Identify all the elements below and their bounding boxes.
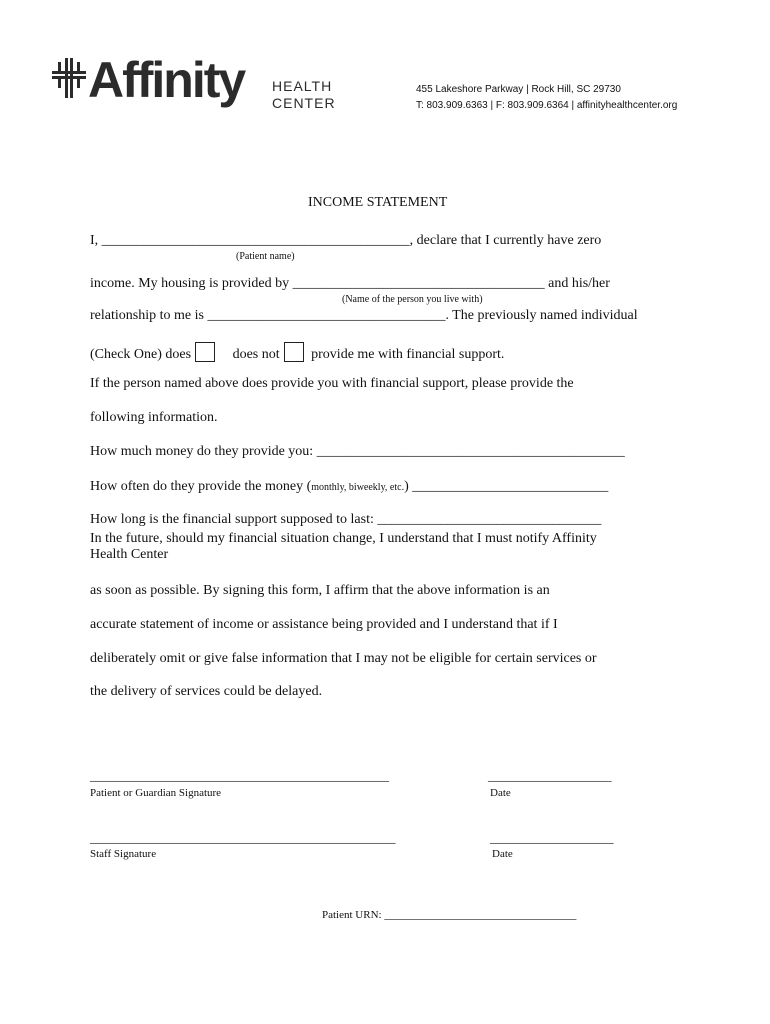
check-one-label: (Check One) does [90, 347, 192, 362]
how-often-line [90, 479, 608, 495]
affinity-cross-logo-icon [52, 58, 86, 98]
declaration-prefix: I, [90, 233, 102, 248]
patient-name-field[interactable]: ____________________________________________ [101, 233, 410, 248]
declaration-line [90, 233, 601, 249]
how-often-field[interactable]: ____________________________ [412, 479, 609, 494]
declaration-suffix: , declare that I currently have zero [409, 233, 602, 248]
header-address: 455 Lakeshore Parkway | Rock Hill, SC 29730 [416, 84, 621, 95]
patient-name-caption: (Patient name) [236, 251, 295, 262]
patient-urn-line [322, 907, 576, 922]
how-long-field[interactable]: ________________________________ [377, 512, 602, 527]
how-much-label: How much money do they provide you: [90, 444, 317, 459]
patient-urn-field[interactable]: ________________________________ [384, 907, 577, 921]
housing-suffix: and his/her [544, 276, 610, 291]
patient-date-field[interactable]: ___________________ [488, 768, 612, 783]
paragraph-3-line-1: In the future, should my financial situation change, I understand that I must notify Affinity [90, 531, 597, 546]
how-much-line [90, 444, 625, 460]
does-checkbox[interactable] [195, 342, 215, 362]
staff-date-field[interactable]: ___________________ [490, 830, 614, 845]
relationship-prefix: relationship to me is [90, 308, 208, 323]
page-title: INCOME STATEMENT [308, 195, 448, 210]
paragraph-4-line-4: the delivery of services could be delayed. [90, 684, 323, 699]
paragraph-2-line-2: following information. [90, 410, 218, 425]
housing-line [90, 276, 610, 292]
paragraph-4-line-1: as soon as possible. By signing this form, I affirm that the above information is an [90, 583, 550, 598]
support-check-line [90, 342, 504, 363]
how-often-close: ) [404, 479, 413, 494]
how-often-hint: monthly, biweekly, etc. [311, 482, 405, 493]
logo-wordmark: Affinity [88, 52, 245, 108]
staff-signature-label: Staff Signature [90, 848, 157, 860]
relationship-line [90, 308, 638, 324]
how-often-label: How often do they provide the money ( [90, 479, 312, 494]
how-much-field[interactable]: ____________________________________________ [316, 444, 625, 459]
logo-sub-health: HEALTH [272, 78, 333, 94]
housing-provider-field[interactable]: ____________________________________ [292, 276, 545, 291]
patient-urn-label: Patient URN: [322, 909, 385, 921]
patient-signature-label: Patient or Guardian Signature [90, 787, 222, 799]
logo-sub-center: CENTER [272, 95, 336, 111]
paragraph-4-line-2: accurate statement of income or assistance being provided and I understand that if I [90, 617, 558, 632]
relationship-suffix: . The previously named individual [445, 308, 638, 323]
paragraph-2-line-1: If the person named above does provide you with financial support, please provide the [90, 376, 574, 391]
patient-date-label: Date [490, 787, 511, 799]
how-long-label: How long is the financial support supposed to last: [90, 512, 378, 527]
support-suffix: provide me with financial support. [307, 347, 505, 362]
paragraph-3-line-2: Health Center [90, 547, 169, 562]
does-not-label: does not [229, 347, 280, 362]
patient-signature-field[interactable]: ______________________________________________ [90, 768, 389, 783]
staff-date-label: Date [492, 848, 513, 860]
staff-signature-field[interactable]: _______________________________________________ [90, 830, 396, 845]
paragraph-4-line-3: deliberately omit or give false information that I may not be eligible for certain services or [90, 651, 597, 666]
does-not-checkbox[interactable] [284, 342, 304, 362]
housing-provider-caption: (Name of the person you live with) [342, 294, 483, 305]
header-contact: T: 803.909.6363 | F: 803.909.6364 | affinityhealthcenter.org [416, 100, 678, 111]
how-long-line [90, 512, 601, 528]
relationship-field[interactable]: __________________________________ [207, 308, 446, 323]
housing-prefix: income. My housing is provided by [90, 276, 293, 291]
